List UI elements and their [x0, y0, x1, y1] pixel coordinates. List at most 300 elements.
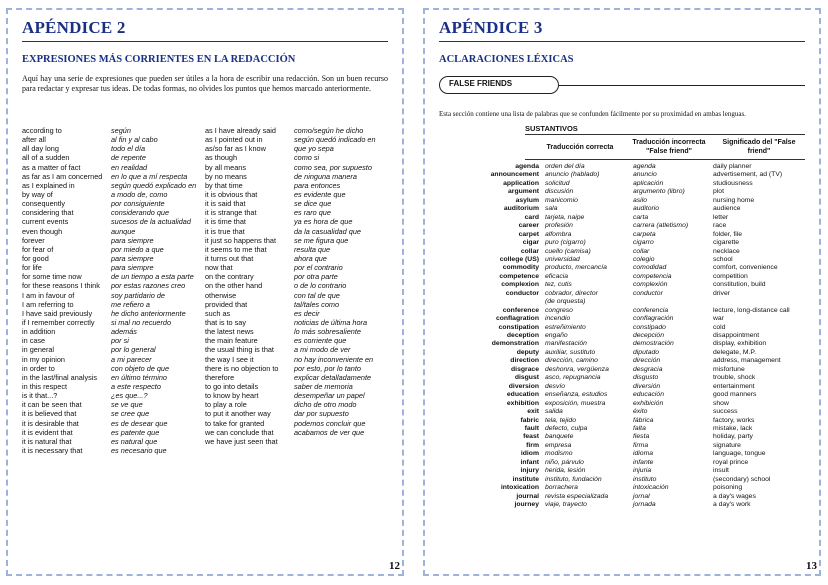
correct-translation: alfombra	[545, 230, 572, 238]
expression-es: tal/tales como	[294, 299, 340, 309]
expression-en: to know by heart	[205, 391, 259, 401]
false-friend: cigarro	[633, 239, 654, 247]
expression-en: I am in favour of	[22, 290, 75, 300]
false-friend: instituto	[633, 475, 657, 483]
english-term: agenda	[515, 163, 539, 170]
expression-es: se ve que	[111, 400, 143, 410]
expression-en: if I remember correctly	[22, 317, 95, 327]
english-term: college (US)	[499, 255, 539, 263]
table-row	[439, 281, 809, 289]
correct-translation: cobrador, director	[545, 289, 598, 297]
table-row	[439, 197, 809, 205]
expression-es: a mi modo de ver	[294, 345, 351, 355]
box-rule	[559, 85, 805, 86]
false-friend: disgusto	[633, 374, 659, 382]
false-friend: exhibición	[633, 399, 664, 407]
correct-translation: empresa	[545, 441, 572, 449]
expression-es: noticias de última hora	[294, 317, 368, 327]
expression-en: as I pointed out in	[205, 135, 263, 145]
expression-es: a este respecto	[111, 381, 161, 391]
english-term: disgust	[514, 374, 539, 382]
english-term: idiom	[520, 450, 539, 458]
false-friend: conflagración	[633, 315, 674, 323]
false-friend-meaning: a day's wages	[713, 492, 756, 500]
expression-en: in the last/final analysis	[22, 372, 98, 382]
table-row	[439, 459, 809, 467]
expression-en: the latest news	[205, 327, 254, 337]
english-term: complexion	[501, 281, 539, 289]
page-content	[439, 18, 805, 566]
english-term: announcement	[490, 171, 539, 179]
correct-translation: tela, tejido	[545, 416, 576, 424]
expression-en: now that	[205, 263, 233, 273]
expression-en: in my opinion	[22, 354, 65, 364]
expression-en: according to	[22, 126, 62, 135]
expression-es: ya es hora de que	[294, 217, 353, 227]
intro-paragraph: Esta sección contiene una lista de palabras que se confunden fácilmente por su proximidad en ambas lenguas.	[439, 110, 746, 118]
expression-es: por esto, por lo tanto	[294, 363, 361, 373]
table-row	[439, 315, 809, 323]
expression-en: I have said previously	[22, 308, 93, 318]
english-term: conductor	[505, 289, 539, 297]
english-term: diversion	[508, 382, 539, 390]
false-friend-meaning: show	[713, 399, 729, 407]
table-row	[439, 357, 809, 365]
false-friend: complexión	[633, 281, 668, 289]
expression-es: resulta que	[294, 244, 331, 254]
english-term: asylum	[515, 196, 539, 204]
expression-es: ¿es que...?	[111, 391, 148, 401]
expression-es: podemos concluir que	[294, 418, 366, 428]
correct-translation: congreso	[545, 306, 573, 314]
expression-en: it is evident that	[22, 427, 73, 437]
false-friend-meaning: race	[713, 222, 727, 230]
false-friend-meaning: entertainment	[713, 382, 755, 390]
table-row	[439, 467, 809, 475]
table-row	[439, 408, 809, 416]
false-friend-meaning: lecture, long-distance call	[713, 306, 790, 314]
english-term: conflagration	[495, 315, 539, 323]
expression-en: it is believed that	[22, 409, 77, 419]
expression-en: by no means	[205, 171, 247, 181]
correct-translation: deshonra, vergüenza	[545, 365, 609, 373]
english-term: exhibition	[506, 399, 539, 407]
header-incorrect: Traducción incorrecta "False friend"	[632, 139, 706, 155]
false-friend: intoxicación	[633, 484, 669, 492]
expression-es: me refiero a	[111, 299, 150, 309]
english-term: collar	[520, 247, 539, 255]
false-friend: educación	[633, 391, 664, 399]
table-row	[439, 222, 809, 230]
expression-es: por estas razones creo	[111, 281, 186, 291]
correct-translation: manicomio	[545, 196, 578, 204]
english-term: career	[518, 222, 539, 230]
false-friend: asilo	[633, 196, 647, 204]
english-term: carpet	[518, 230, 539, 238]
false-friend-meaning: driver	[713, 289, 730, 297]
false-friend-meaning: cigarette	[713, 239, 740, 247]
table-row	[439, 501, 809, 509]
expression-en: provided that	[205, 299, 248, 309]
correct-translation: orden del día	[545, 163, 585, 170]
correct-translation: producto, mercancía	[545, 264, 607, 272]
false-friend-meaning: mistake, lack	[713, 424, 753, 432]
english-term: constipation	[498, 323, 539, 331]
correct-translation: sala	[545, 205, 558, 213]
expression-es: a modo de, como	[111, 189, 168, 199]
expression-es: de ninguna manera	[294, 171, 357, 181]
title-rule	[22, 41, 388, 42]
correct-translation: puro (cigarro)	[545, 239, 586, 247]
expression-en: I am referring to	[22, 299, 74, 309]
table-row	[439, 383, 809, 391]
expression-es: es natural que	[111, 436, 158, 446]
correct-translation: discusión	[545, 188, 574, 196]
expression-es: con objeto de que	[111, 363, 170, 373]
false-friend: collar	[633, 247, 650, 255]
table-row	[439, 374, 809, 382]
expression-en: otherwise	[205, 290, 237, 300]
false-friends-box	[439, 76, 559, 94]
false-friend: diputado	[633, 348, 660, 356]
expression-es: es necesario que	[111, 445, 167, 455]
table-row	[439, 476, 809, 484]
table-row	[439, 298, 809, 306]
expression-es: a mi parecer	[111, 354, 152, 364]
expression-en: by that time	[205, 180, 243, 190]
expression-es: si mal no recuerdo	[111, 317, 172, 327]
expression-es: por miedo a que	[111, 244, 164, 254]
false-friend-meaning: signature	[713, 441, 741, 449]
false-friend-meaning: comfort, convenience	[713, 264, 778, 272]
false-friend: fábrica	[633, 416, 654, 424]
expression-es: por consiguiente	[111, 199, 165, 209]
expression-en: to play a role	[205, 400, 247, 410]
false-friend: injuria	[633, 467, 652, 475]
expression-en: it is obvious that	[205, 189, 258, 199]
false-friend-meaning: misfortune	[713, 365, 745, 373]
table-row	[439, 205, 809, 213]
false-friend-meaning: factory, works	[713, 416, 755, 424]
expression-es: soy partidario de	[111, 290, 165, 300]
table-row	[439, 231, 809, 239]
correct-translation: defecto, culpa	[545, 424, 588, 432]
false-friend: carrera (atletismo)	[633, 222, 689, 230]
false-friend: dirección	[633, 357, 661, 365]
expression-es: explicar detalladamente	[294, 372, 372, 382]
english-term: auditorium	[503, 205, 539, 213]
false-friend: conferencia	[633, 306, 669, 314]
correct-translation: tez, cutis	[545, 281, 572, 289]
table-row	[439, 349, 809, 357]
english-term: cigar	[522, 239, 539, 247]
expression-es: en lo que a mí respecta	[111, 171, 188, 181]
expression-es: saber de memoria	[294, 381, 353, 391]
english-term: firm	[526, 441, 539, 449]
table-row	[439, 239, 809, 247]
expression-es: por si	[111, 336, 129, 346]
expression-es: desempeñar un papel	[294, 391, 365, 401]
false-friend-meaning: cold	[713, 323, 726, 331]
correct-translation: herida, lesión	[545, 467, 586, 475]
expression-en: forever	[22, 235, 45, 245]
correct-translation: auxiliar, sustituto	[545, 348, 596, 356]
table-row	[439, 442, 809, 450]
expression-en: in general	[22, 345, 55, 355]
correct-translation: incendio	[545, 315, 571, 323]
english-column-1	[22, 126, 102, 455]
expression-en: by all means	[205, 162, 246, 172]
page-number: 12	[389, 560, 400, 572]
false-friend-meaning: advertisement, ad (TV)	[713, 171, 783, 179]
table-row	[439, 248, 809, 256]
expression-es: al fin y al cabo	[111, 135, 158, 145]
table-row	[439, 307, 809, 315]
category-heading: SUSTANTIVOS	[525, 124, 578, 133]
expression-en: in this respect	[22, 381, 68, 391]
false-friend: argumento (libro)	[633, 188, 685, 196]
false-friend-meaning: audience	[713, 205, 741, 213]
correct-translation: universidad	[545, 255, 580, 263]
table-row	[439, 180, 809, 188]
expression-es: además	[111, 327, 137, 337]
false-friend-meaning: trouble, shock	[713, 374, 756, 382]
false-friend: carta	[633, 213, 649, 221]
page-title: APÉNDICE 2	[22, 18, 126, 37]
expression-es: es patente que	[111, 427, 160, 437]
false-friend-meaning: nursing home	[713, 196, 755, 204]
table-row	[439, 417, 809, 425]
false-friend: infante	[633, 458, 654, 466]
expression-es: de repente	[111, 153, 146, 163]
expression-es: como sea, por supuesto	[294, 162, 372, 172]
false-friend: constipado	[633, 323, 666, 331]
correct-translation: anuncio (hablado)	[545, 171, 600, 179]
false-friend-meaning: letter	[713, 213, 729, 221]
false-friend-meaning: necklace	[713, 247, 740, 255]
table-row	[439, 256, 809, 264]
correct-translation: viaje, trayecto	[545, 501, 587, 508]
table-row	[439, 493, 809, 501]
expression-es: con tal de que	[294, 290, 340, 300]
false-friend: éxito	[633, 408, 648, 416]
false-friend-meaning: success	[713, 408, 738, 416]
english-term: application	[503, 179, 539, 187]
expression-en: that is to say	[205, 317, 246, 327]
expression-es: en realidad	[111, 162, 148, 172]
expression-en: for fear of	[22, 244, 54, 254]
expression-en: therefore	[205, 372, 235, 382]
english-column-2	[205, 126, 278, 446]
correct-translation: dirección, camino	[545, 357, 598, 365]
false-friend-meaning: language, tongue	[713, 450, 766, 458]
header-rule-top	[525, 134, 805, 135]
expression-en: such as	[205, 308, 231, 318]
false-friend-meaning: address, management	[713, 357, 781, 365]
table-row	[439, 425, 809, 433]
correct-translation: tarjeta, naipe	[545, 213, 585, 221]
expression-en: it is time that	[205, 217, 246, 227]
header-rule-bottom	[525, 159, 805, 160]
expression-es: o de lo contrario	[294, 281, 347, 291]
expression-es: según quedó explicado en	[111, 180, 197, 190]
english-term: commodity	[502, 264, 539, 272]
page-title: APÉNDICE 3	[439, 18, 543, 37]
expression-es: se me figura que	[294, 235, 349, 245]
expression-en: as/so far as I know	[205, 144, 266, 154]
expression-en: by way of	[22, 189, 53, 199]
correct-translation: salida	[545, 408, 563, 416]
expression-es: en último término	[111, 372, 167, 382]
expression-en: current events	[22, 217, 69, 227]
false-friend: demostración	[633, 340, 674, 348]
expression-en: it seems to me that	[205, 244, 267, 254]
expression-en: we have just seen that	[205, 436, 278, 446]
expression-en: for good	[22, 253, 49, 263]
expression-es: para siempre	[111, 235, 154, 245]
expression-en: all of a sudden	[22, 153, 70, 163]
expression-en: considering that	[22, 208, 74, 218]
false-friend-meaning: a day's work	[713, 501, 751, 508]
false-friend-meaning: royal prince	[713, 458, 749, 466]
expression-en: even though	[22, 226, 63, 236]
false-friend-meaning: (secondary) school	[713, 475, 771, 483]
correct-translation: banquete	[545, 433, 574, 441]
english-term: journey	[514, 501, 539, 508]
expression-en: is it that...?	[22, 391, 58, 401]
table-row	[439, 324, 809, 332]
table-row	[439, 273, 809, 281]
header-correct: Traducción correcta	[546, 144, 614, 151]
false-friend-meaning: constitution, build	[713, 281, 766, 289]
table-row	[439, 391, 809, 399]
expression-es: lo más sobresaliente	[294, 327, 361, 337]
correct-translation: revista especializada	[545, 492, 609, 500]
english-term: deputy	[516, 348, 539, 356]
section-subtitle: EXPRESIONES MÁS CORRIENTES EN LA REDACCIÓN	[22, 54, 296, 65]
table-row	[439, 340, 809, 348]
expression-es: he dicho anteriormente	[111, 308, 186, 318]
false-friend-meaning: display, exhibition	[713, 340, 767, 348]
false-friend: competencia	[633, 272, 672, 280]
false-friend: aplicación	[633, 179, 664, 187]
expression-en: there is no objection to	[205, 363, 279, 373]
false-friend: desgracia	[633, 365, 663, 373]
english-term: institute	[512, 475, 539, 483]
expression-es: sucesos de la actualidad	[111, 217, 191, 227]
expression-es: es de desear que	[111, 418, 168, 428]
false-friend: conductor	[633, 289, 663, 297]
false-friend-meaning: holiday, party	[713, 433, 753, 441]
english-term: journal	[516, 492, 539, 500]
english-term: education	[506, 391, 539, 399]
expression-en: it is natural that	[22, 436, 72, 446]
english-term: direction	[510, 357, 539, 365]
expression-en: on the other hand	[205, 281, 263, 291]
english-term: infant	[520, 458, 539, 466]
table-row	[439, 171, 809, 179]
english-term: intoxication	[500, 484, 539, 492]
expression-es: para entonces	[294, 180, 341, 190]
intro-paragraph: Aquí hay una serie de expresiones que pueden ser útiles a la hora de escribir una redacción. Son un buen recurso para redactar y expresar tus ideas. De todas formas, no olvides los puntos que hemos marcado anteriormente.	[22, 74, 388, 93]
expression-es: es raro que	[294, 208, 331, 218]
correct-translation: instituto, fundación	[545, 475, 602, 483]
correct-translation: niño, párvulo	[545, 458, 584, 466]
expression-es: que yo sepa	[294, 144, 334, 154]
false-friend: idioma	[633, 450, 654, 458]
expression-en: as far as I am concerned	[22, 171, 103, 181]
expression-en: for life	[22, 263, 42, 273]
expression-en: it is necessary that	[22, 445, 83, 455]
english-term: fabric	[520, 416, 539, 424]
correct-translation: enseñanza, estudios	[545, 391, 608, 399]
section-subtitle: ACLARACIONES LÉXICAS	[439, 54, 574, 65]
false-friend: anuncio	[633, 171, 657, 179]
false-friend: agenda	[633, 163, 656, 170]
expression-en: in order to	[22, 363, 55, 373]
english-term: feast	[523, 433, 539, 441]
page-appendix-3	[423, 8, 821, 576]
english-term: deception	[506, 332, 539, 339]
expression-en: it is true that	[205, 226, 245, 236]
false-friend-meaning: studiousness	[713, 179, 753, 187]
expression-en: it is said that	[205, 199, 246, 209]
page-number: 13	[806, 560, 817, 572]
expression-es: da la casualidad que	[294, 226, 361, 236]
english-term: competence	[499, 272, 539, 280]
expression-es: acabamos de ver que	[294, 427, 365, 437]
expression-es: es evidente que	[294, 189, 346, 199]
expression-en: it turns out that	[205, 253, 254, 263]
expression-es: como/según he dicho	[294, 126, 364, 135]
false-friend-meaning: poisoning	[713, 484, 743, 492]
expression-en: after all	[22, 135, 46, 145]
table-row	[439, 214, 809, 222]
expression-en: it is desirable that	[22, 418, 79, 428]
correct-translation: profesión	[545, 222, 573, 230]
english-term: fault	[524, 424, 539, 432]
false-friend: colegio	[633, 255, 655, 263]
table-row	[439, 433, 809, 441]
expression-es: se dice que	[294, 199, 332, 209]
false-friend-meaning: folder, file	[713, 230, 743, 238]
table-row	[439, 484, 809, 492]
expression-es: por el contrario	[294, 263, 343, 273]
expression-es: es decir	[294, 308, 320, 318]
false-friend-meaning: delegate, M.P.	[713, 348, 756, 356]
expression-en: it is strange that	[205, 208, 257, 218]
english-term: exit	[527, 408, 539, 416]
false-friend: diversión	[633, 382, 661, 390]
expression-es: todo el día	[111, 144, 146, 154]
expression-en: for some time now	[22, 272, 82, 282]
table-row	[439, 163, 809, 171]
expression-en: the way I see it	[205, 354, 254, 364]
correct-translation: (de orquesta)	[545, 298, 586, 306]
false-friend: decepción	[633, 332, 664, 339]
expression-es: dicho de otro modo	[294, 400, 357, 410]
expression-es: según quedó indicado en	[294, 135, 376, 145]
expression-en: as a matter of fact	[22, 162, 81, 172]
table-row	[439, 400, 809, 408]
expression-en: as I have already said	[205, 126, 276, 135]
false-friend-meaning: competition	[713, 272, 748, 280]
expression-en: as I explained in	[22, 180, 75, 190]
expression-en: it can be seen that	[22, 400, 82, 410]
correct-translation: exposición, muestra	[545, 399, 606, 407]
expression-en: to go into details	[205, 381, 259, 391]
expression-es: no hay inconveniente en	[294, 354, 374, 364]
